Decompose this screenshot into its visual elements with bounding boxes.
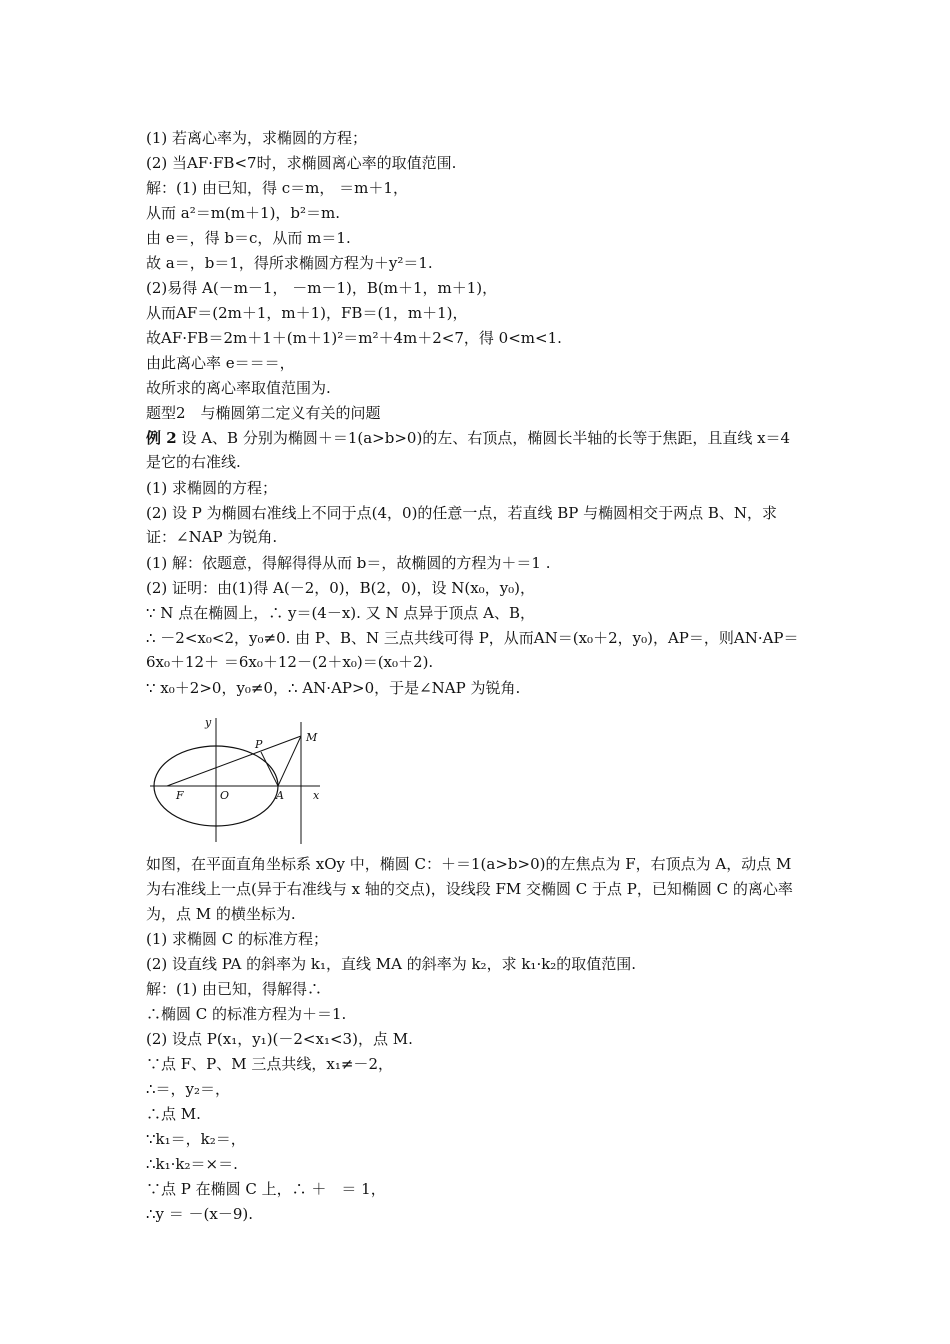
text-line: 解：(1) 由已知，得解得∴ (146, 980, 323, 998)
text-line: (1) 解：依题意，得解得得从而 b＝，故椭圆的方程为＋＝1 . (146, 554, 551, 572)
text-line: (2)易得 A(－m－1， －m－1)，B(m＋1，m＋1)， (146, 279, 498, 297)
ellipse-diagram (150, 712, 330, 847)
text-line: ∴＝，y₂＝， (146, 1080, 231, 1098)
text-line: (2) 设 P 为椭圆右准线上不同于点(4，0)的任意一点，若直线 BP 与椭圆相交于两点 B、N，求证：∠NAP 为锐角. (146, 504, 778, 546)
text-line: ∴k₁·k₂＝×＝. (146, 1155, 238, 1173)
text-line: (1) 求椭圆的方程； (146, 479, 278, 497)
label-P: P (255, 738, 263, 751)
text-line: 故所求的离心率取值范围为. (146, 379, 331, 397)
text-line: ∵ x₀＋2>0，y₀≠0，∴ AN·AP>0，于是∠NAP 为锐角. (146, 679, 521, 697)
text-line: 解：(1) 由已知，得 c＝m， ＝m＋1， (146, 179, 408, 197)
label-M: M (306, 731, 318, 744)
text-line: 从而 a²＝m(m＋1)，b²＝m. (146, 204, 341, 222)
text-line: ∴ －2<x₀<2，y₀≠0. 由 P、B、N 三点共线可得 P，从而AN＝(x₀＋2，y₀)，AP＝，则AN·AP＝6x₀＋12＋ ＝6x₀＋12－(2＋x₀)＝(x₀＋2). (146, 629, 799, 671)
text-line: ∵k₁＝，k₂＝， (146, 1130, 246, 1148)
label-y: y (205, 716, 212, 729)
text-line: (2) 设直线 PA 的斜率为 k₁，直线 MA 的斜率为 k₂，求 k₁·k₂的取值范围. (146, 955, 637, 973)
text-line: (1) 若离心率为，求椭圆的方程； (146, 129, 368, 147)
text-line: ∵ N 点在椭圆上，∴ y＝(4－x). 又 N 点异于顶点 A、B， (146, 604, 535, 622)
example-text: 设 A、B 分别为椭圆＋＝1(a>b>0)的左、右顶点，椭圆长半轴的长等于焦距，且直线 x＝4 是它的右准线. (146, 429, 791, 471)
label-F: F (176, 789, 184, 802)
label-x: x (313, 789, 320, 802)
text-line: (1) 求椭圆 C 的标准方程； (146, 930, 329, 948)
text-line: 由 e＝，得 b＝c，从而 m＝1. (146, 229, 351, 247)
text-line: (2) 设点 P(x₁，y₁)(－2<x₁<3)，点 M. (146, 1030, 413, 1048)
text-line: (2) 当AF·FB<7时，求椭圆离心率的取值范围. (146, 154, 457, 172)
section-heading: 题型2 与椭圆第二定义有关的问题 (146, 404, 381, 422)
text-line: ∵点 F、P、M 三点共线，x₁≠－2， (146, 1055, 393, 1073)
segment-PA (261, 752, 278, 786)
label-O: O (220, 789, 230, 802)
text-line: (2) 证明：由(1)得 A(－2，0)，B(2，0)，设 N(x₀，y₀)， (146, 579, 536, 597)
text-line: 从而AF＝(2m＋1，m＋1)，FB＝(1，m＋1)， (146, 304, 468, 322)
text-line: ∴椭圆 C 的标准方程为＋＝1. (146, 1005, 347, 1023)
text-line: 故 a＝，b＝1，得所求椭圆方程为＋y²＝1. (146, 254, 433, 272)
text-line: ∵点 P 在椭圆 C 上，∴ ＋ ＝ 1， (146, 1180, 386, 1198)
label-A: A (276, 789, 284, 802)
text-line: 由此离心率 e＝＝＝， (146, 354, 295, 372)
problem-text: 如图，在平面直角坐标系 xOy 中，椭圆 C：＋＝1(a>b>0)的左焦点为 F，右顶点为 A，动点 M 为右准线上一点(异于右准线与 x 轴的交点)，设线段 FM 交椭圆 C 于点 P，已知椭圆 C 的离心率为，点 M 的横坐标为. (146, 855, 793, 923)
example-2 (146, 426, 806, 474)
text-line: ∴点 M. (146, 1105, 201, 1123)
text-line: 故AF·FB＝2m＋1＋(m＋1)²＝m²＋4m＋2<7，得 0<m<1. (146, 329, 562, 347)
text-line: ∴y ＝ －(x－9). (146, 1205, 254, 1223)
example-label: 例 2 (146, 429, 177, 447)
